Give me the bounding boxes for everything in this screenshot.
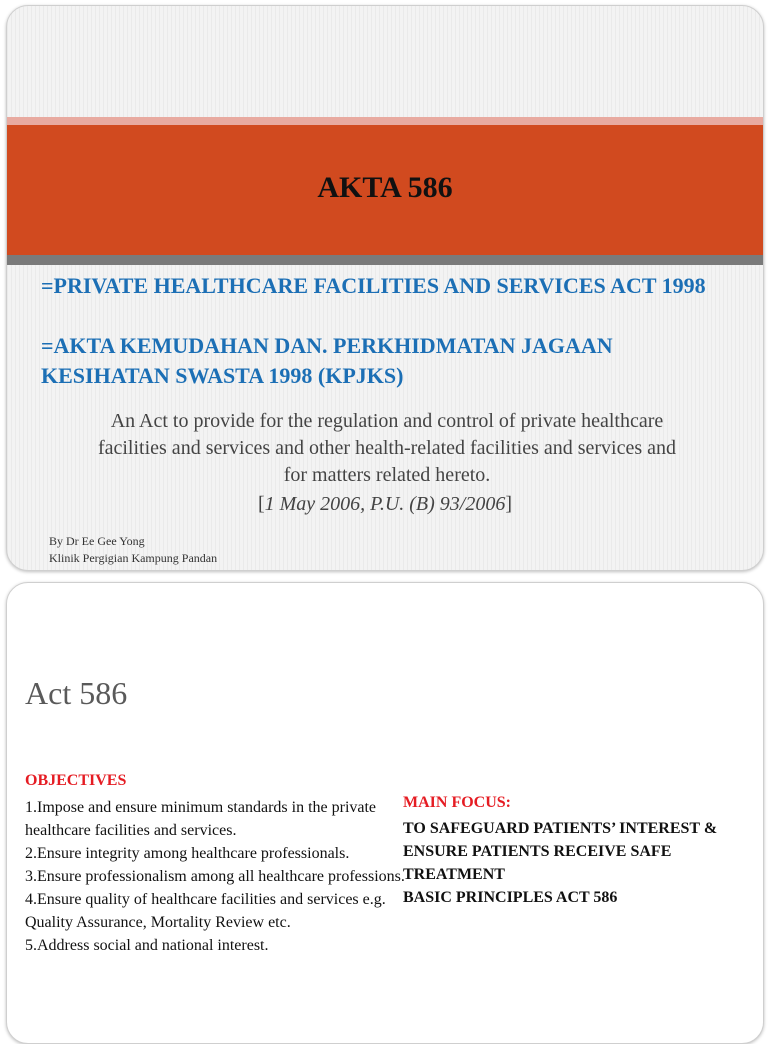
clinic: Klinik Pergigian Kampung Pandan bbox=[49, 551, 218, 565]
slide-title: Act 586 bbox=[25, 675, 128, 711]
byline bbox=[49, 533, 217, 567]
main-focus bbox=[403, 817, 763, 909]
slide-title: AKTA 586 bbox=[317, 171, 453, 204]
objective-item: 3.Ensure professionalism among all healthcare professions. bbox=[25, 868, 405, 885]
pink-band bbox=[7, 117, 763, 125]
slide-1 bbox=[6, 5, 764, 571]
main-focus-heading: MAIN FOCUS: bbox=[403, 794, 511, 811]
bracket-open: [ bbox=[257, 493, 265, 515]
act-name-malay: =AKTA KEMUDAHAN DAN. PERKHIDMATAN JAGAAN KESIHATAN SWASTA 1998 (KPJKS) bbox=[41, 333, 613, 388]
act-description: An Act to provide for the regulation and control of private healthcare facilities and services and other health-related facilities and services and for matters related hereto. bbox=[97, 410, 677, 486]
gray-band bbox=[7, 255, 763, 265]
basic-principles: BASIC PRINCIPLES ACT 586 bbox=[403, 889, 618, 906]
objectives-list bbox=[25, 796, 405, 957]
slide-2 bbox=[6, 582, 764, 1044]
objective-item: 1.Impose and ensure minimum standards in the private healthcare facilities and services. bbox=[25, 799, 377, 839]
act-name-english: =PRIVATE HEALTHCARE FACILITIES AND SERVICES ACT 1998 bbox=[41, 273, 706, 298]
gazette-date bbox=[7, 493, 763, 516]
objectives-heading: OBJECTIVES bbox=[25, 772, 127, 789]
objective-item: 4.Ensure quality of healthcare facilities and services e.g. Quality Assurance, Mortality Review etc. bbox=[25, 891, 386, 931]
gazette-date-text: 1 May 2006, P.U. (B) 93/2006 bbox=[264, 493, 506, 515]
author: By Dr Ee Gee Yong bbox=[49, 534, 145, 548]
objective-item: 5.Address social and national interest. bbox=[25, 937, 269, 954]
bracket-close: ] bbox=[505, 493, 513, 515]
main-focus-text: TO SAFEGUARD PATIENTS’ INTEREST & ENSURE PATIENTS RECEIVE SAFE TREATMENT bbox=[403, 820, 718, 883]
objective-item: 2.Ensure integrity among healthcare professionals. bbox=[25, 845, 350, 862]
